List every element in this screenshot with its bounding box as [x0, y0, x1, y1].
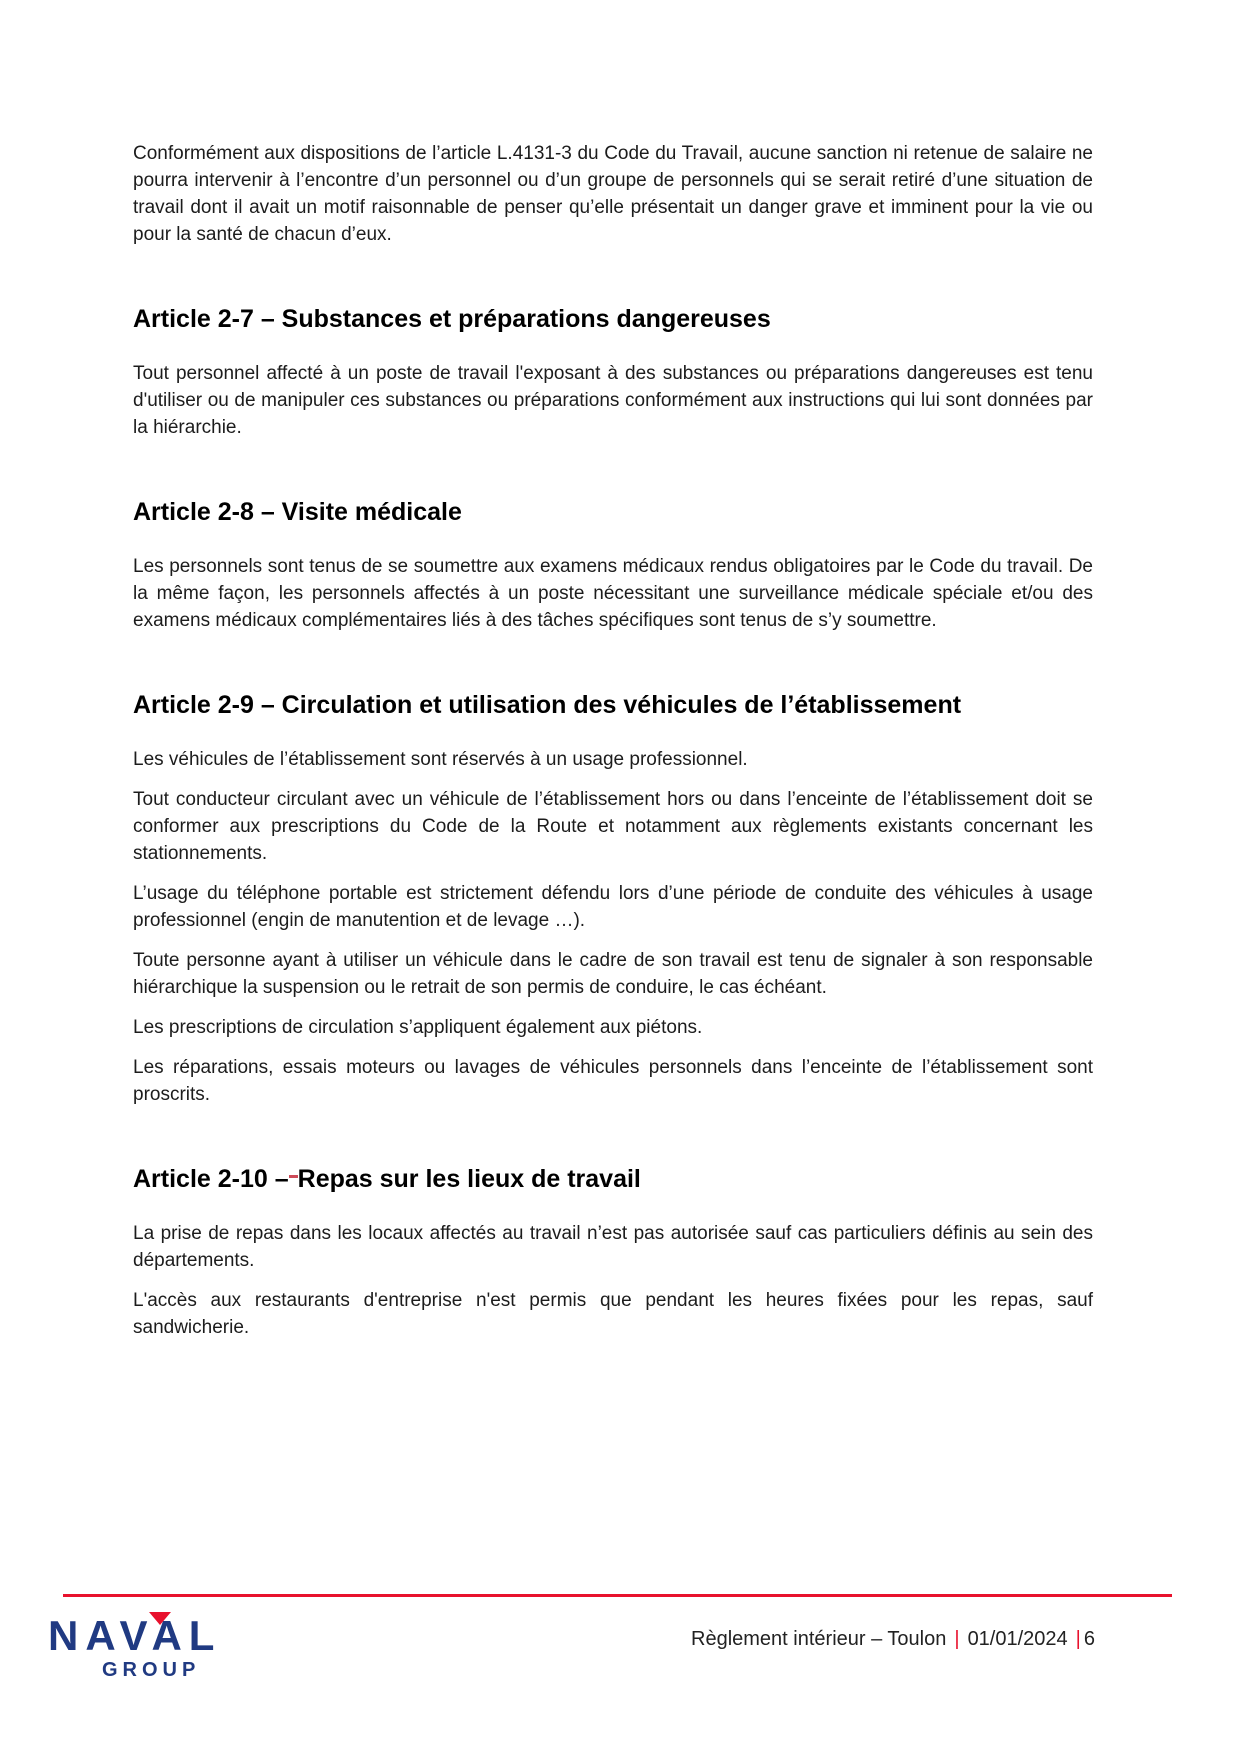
- intro-paragraph: Conformément aux dispositions de l’article L.4131-3 du Code du Travail, aucune sanction ni retenue de salaire ne pourra intervenir à l’encontre d’un personnel ou d’un groupe de personnels qui se serait retiré d’une situation de travail dont il avait un motif raisonnable de penser qu’elle présentait un danger grave et imminent pour la vie ou pour la santé de chacun d’eux.: [133, 143, 1093, 245]
- article-2-10-paragraph-2: L'accès aux restaurants d'entreprise n'est permis que pendant les heures fixées pour les repas, sauf sandwicherie.: [133, 1290, 1093, 1338]
- article-2-9-paragraph-3: L’usage du téléphone portable est strictement défendu lors d’une période de conduite des véhicules à usage professionnel (engin de manutention et de levage …).: [133, 883, 1093, 931]
- footer-rule: [63, 1594, 1172, 1597]
- article-2-9-paragraph-6: Les réparations, essais moteurs ou lavages de véhicules personnels dans l’enceinte de l’établissement sont proscrits.: [133, 1057, 1093, 1105]
- logo-red-triangle-icon: [149, 1612, 171, 1625]
- section-article-2-8: [133, 497, 1093, 634]
- article-2-7-paragraph-1: Tout personnel affecté à un poste de travail l'exposant à des substances ou préparations dangereuses est tenu d'utiliser ou de manipuler ces substances ou préparations conformément aux instructions qui lui sont données par la hiérarchie.: [133, 363, 1093, 438]
- footer-doc-title: Règlement intérieur – Toulon: [691, 1628, 947, 1650]
- section-article-2-10: [133, 1164, 1093, 1341]
- article-2-9-paragraph-4: Toute personne ayant à utiliser un véhicule dans le cadre de son travail est tenu de signaler à son responsable hiérarchique la suspension ou le retrait de son permis de conduire, le cas échéant.: [133, 950, 1093, 998]
- logo-wordmark: [48, 1612, 222, 1659]
- article-2-9-paragraph-5: Les prescriptions de circulation s’appliquent également aux piétons.: [133, 1017, 703, 1038]
- footer-separator-icon: |: [954, 1628, 960, 1650]
- footer-date: 01/01/2024: [967, 1628, 1068, 1650]
- article-2-7-heading: [133, 304, 1093, 334]
- article-2-8-paragraph-1: Les personnels sont tenus de se soumettre aux examens médicaux rendus obligatoires par le Code du travail. De la même façon, les personnels affectés à un poste nécessitant une surveillance médicale spéciale et/ou des examens médicaux complémentaires liés à des tâches spécifiques sont tenus de s’y soumettre.: [133, 556, 1093, 631]
- article-2-10-heading-prefix: Article 2-10 –: [133, 1165, 289, 1193]
- article-2-8-heading: [133, 497, 1093, 527]
- article-2-10-paragraph-1: La prise de repas dans les locaux affectés au travail n’est pas autorisée sauf cas particuliers définis au sein des départements.: [133, 1223, 1093, 1271]
- article-2-9-paragraph-2: Tout conducteur circulant avec un véhicule de l’établissement hors ou dans l’enceinte de l’établissement doit se conformer aux prescriptions du Code de la Route et notamment aux règlements existants concernant les stationnements.: [133, 789, 1093, 864]
- footer-page-number: 6: [1083, 1628, 1095, 1650]
- article-2-10-heading: [133, 1164, 1093, 1194]
- article-2-8-heading-text: Article 2-8 – Visite médicale: [133, 498, 462, 526]
- naval-group-logo: [48, 1612, 222, 1681]
- article-2-9-heading: [133, 690, 1093, 720]
- document-content: [133, 140, 1093, 1354]
- article-2-7-heading-text: Article 2-7 – Substances et préparations dangereuses: [133, 305, 771, 333]
- article-2-10-heading-suffix: Repas sur les lieux de travail: [297, 1165, 641, 1193]
- footer-info: [691, 1627, 1095, 1651]
- article-2-9-heading-text: Article 2-9 – Circulation et utilisation des véhicules de l’établissement: [133, 691, 962, 719]
- footer-separator-icon: |: [1075, 1628, 1081, 1650]
- section-article-2-7: [133, 304, 1093, 441]
- revision-strike-mark: [289, 1175, 298, 1178]
- logo-group-text: GROUP: [102, 1659, 201, 1681]
- section-article-2-9: [133, 690, 1093, 1108]
- logo-naval-text: NAVAL: [48, 1612, 222, 1659]
- article-2-9-paragraph-1: Les véhicules de l’établissement sont réservés à un usage professionnel.: [133, 749, 748, 770]
